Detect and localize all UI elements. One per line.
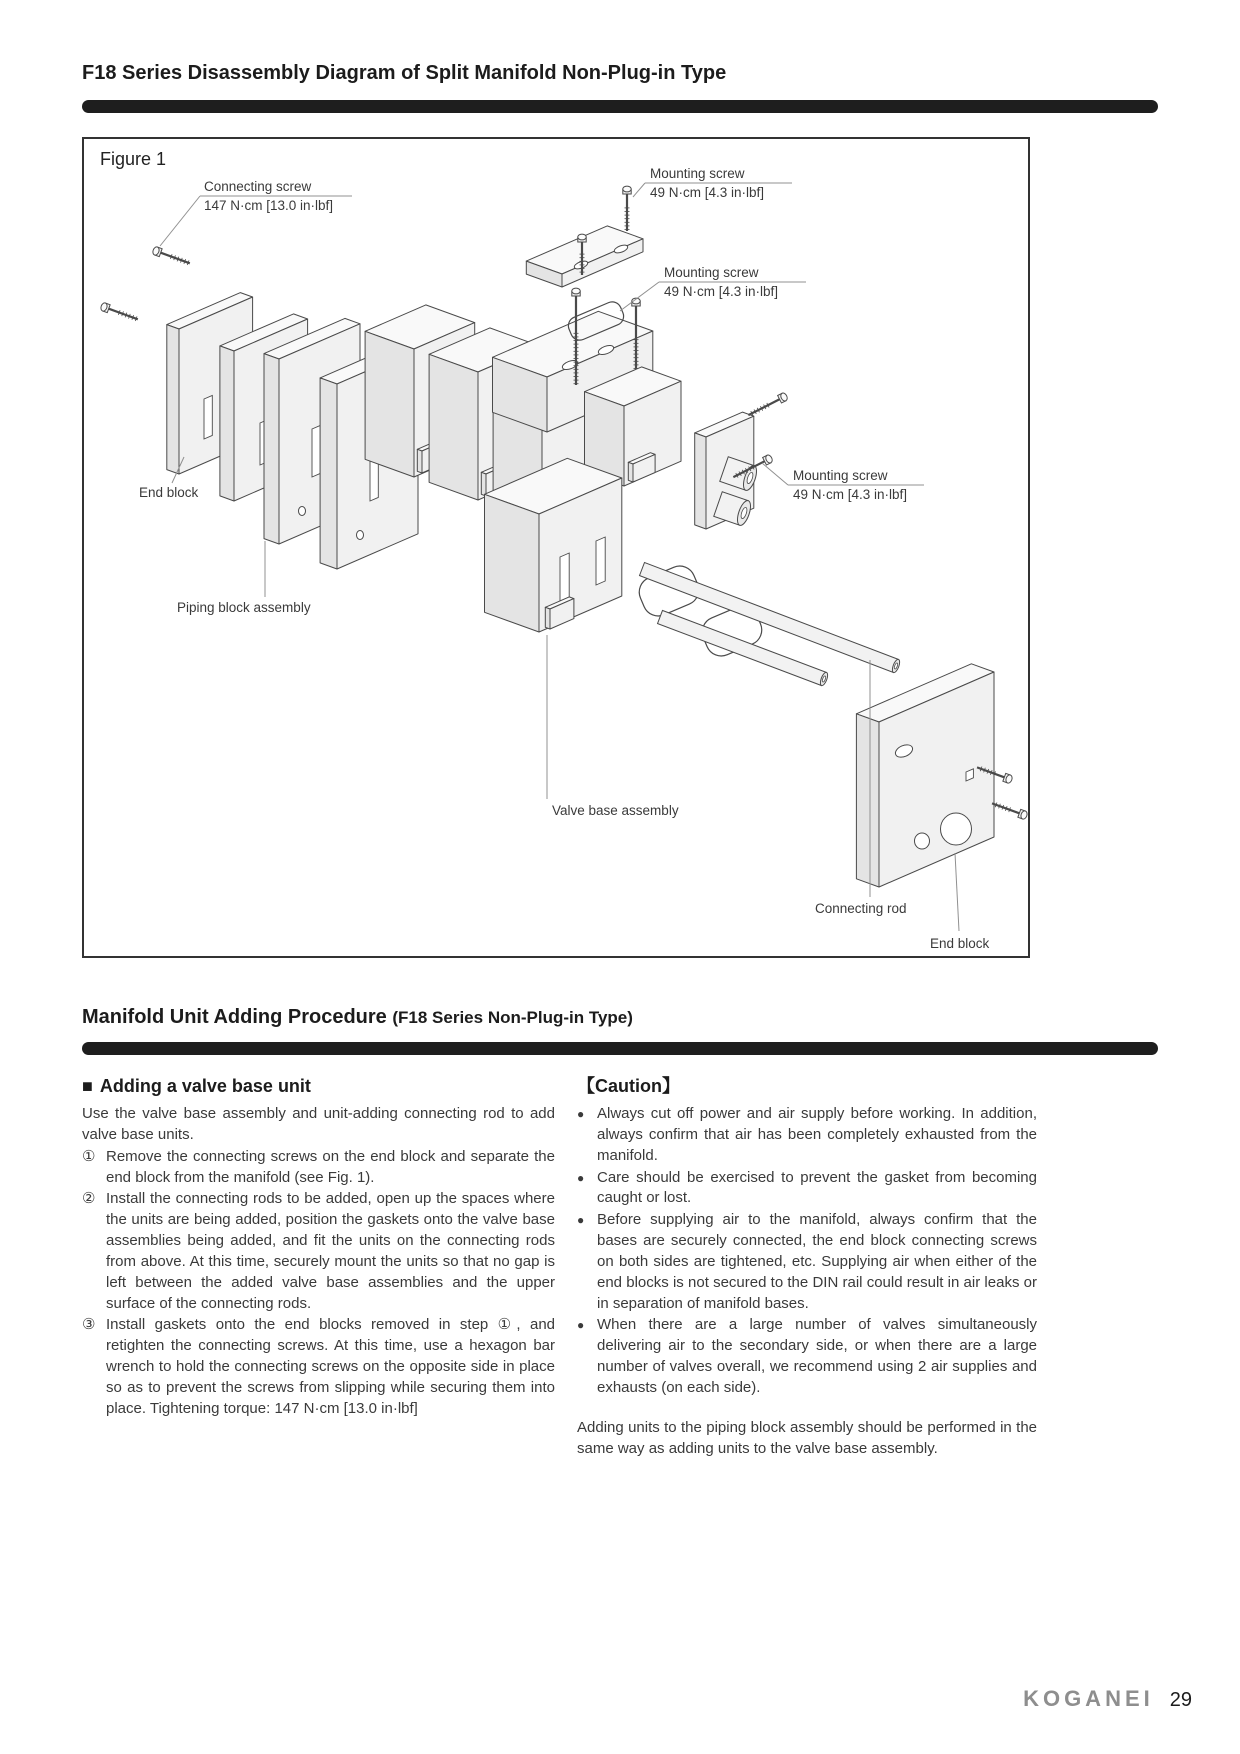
caution-item xyxy=(577,1315,1037,1398)
label-connecting-screw: Connecting screw xyxy=(204,179,312,194)
label-valve-base-assembly: Valve base assembly xyxy=(552,803,679,818)
label-mounting-screw-right-torque: 49 N·cm [4.3 in·lbf] xyxy=(793,487,908,502)
label-mounting-screw-mid: Mounting screw xyxy=(664,265,759,280)
section-title: Manifold Unit Adding Procedure xyxy=(82,1006,387,1028)
procedure-column xyxy=(82,1074,555,1420)
label-mounting-screw-top: Mounting screw xyxy=(650,166,745,181)
caution-item xyxy=(577,1104,1037,1167)
caution-item xyxy=(577,1168,1037,1210)
bullet-icon: ● xyxy=(577,1318,585,1333)
step-number: ① xyxy=(82,1147,96,1165)
figure-panel xyxy=(82,137,1030,958)
bullet-icon: ● xyxy=(577,1170,585,1185)
section-heading xyxy=(82,1006,633,1029)
section-rule xyxy=(82,1042,1158,1055)
procedure-heading-text: Adding a valve base unit xyxy=(99,1076,311,1096)
procedure-step xyxy=(82,1147,555,1189)
label-mounting-screw-mid-torque: 49 N·cm [4.3 in·lbf] xyxy=(664,284,779,299)
step-text: Install gaskets onto the end blocks removed in step ①, and retighten the connecting screws. At this time, use a hexagon bar wrench to hold the connecting screws on the opposite side in place so as to prevent the screws from slipping while securing them into place. Tightening torque: 147 N·cm [13.0 in·lbf] xyxy=(106,1316,555,1417)
piping-note: Adding units to the piping block assembly should be performed in the same way as adding units to the valve base assembly. xyxy=(577,1418,1037,1457)
label-mounting-screw-right: Mounting screw xyxy=(793,468,888,483)
step-text: Remove the connecting screws on the end block and separate the end block from the manifold (see Fig. 1). xyxy=(106,1147,555,1186)
brand-logo: KOGANEI xyxy=(1023,1686,1154,1711)
diagram-shapes xyxy=(100,183,1028,931)
step-text: Install the connecting rods to be added, open up the spaces where the units are being added, position the gaskets onto the valve base assemblies being added, and fit the units on the connecting rods from above. At this time, securely mount the units so that no gap is left between the added valve base assemblies and the upper surface of the connecting rods. xyxy=(106,1190,555,1312)
procedure-step xyxy=(82,1315,555,1419)
section-subtitle: (F18 Series Non-Plug-in Type) xyxy=(392,1008,633,1027)
label-end-block-left: End block xyxy=(139,485,199,500)
label-mounting-screw-top-torque: 49 N·cm [4.3 in·lbf] xyxy=(650,185,765,200)
caution-item xyxy=(577,1210,1037,1314)
caution-heading: 【Caution】 xyxy=(577,1076,680,1096)
bullet-icon: ● xyxy=(577,1107,585,1122)
step-number: ③ xyxy=(82,1316,96,1334)
caution-text: Before supplying air to the manifold, always confirm that the bases are securely connected, the end block connecting screws on both sides are tightened, etc. Supplying air when either of the end blocks is not secured to the DIN rail could result in air leaks or in separation of manifold bases. xyxy=(597,1211,1037,1312)
procedure-intro: Use the valve base assembly and unit-adding connecting rod to add valve base units. xyxy=(82,1105,555,1143)
caution-column xyxy=(577,1074,1037,1460)
title-rule xyxy=(82,100,1158,113)
caution-text: When there are a large number of valves simultaneously delivering air to the secondary side, or when there are a large number of valves overall, we recommend using 2 air supplies and exhausts (on each side). xyxy=(597,1316,1037,1396)
procedure-heading xyxy=(82,1074,555,1099)
page-number: 29 xyxy=(1169,1689,1192,1711)
figure-title: Figure 1 xyxy=(100,149,167,169)
page-title: F18 Series Disassembly Diagram of Split Manifold Non-Plug-in Type xyxy=(82,62,727,84)
square-marker-icon: ■ xyxy=(82,1076,93,1096)
label-connecting-rod: Connecting rod xyxy=(815,901,907,916)
bullet-icon: ● xyxy=(577,1213,585,1228)
caution-text: Always cut off power and air supply before working. In addition, always confirm that air has been completely exhausted from the manifold. xyxy=(597,1105,1037,1164)
label-piping-block-assembly: Piping block assembly xyxy=(177,600,311,615)
caution-text: Care should be exercised to prevent the gasket from becoming caught or lost. xyxy=(597,1168,1037,1207)
label-connecting-screw-torque: 147 N·cm [13.0 in·lbf] xyxy=(204,198,334,213)
step-number: ② xyxy=(82,1190,96,1208)
label-end-block-right: End block xyxy=(930,936,990,951)
procedure-step xyxy=(82,1189,555,1314)
exploded-diagram xyxy=(84,139,1028,956)
page-footer xyxy=(1023,1686,1192,1712)
